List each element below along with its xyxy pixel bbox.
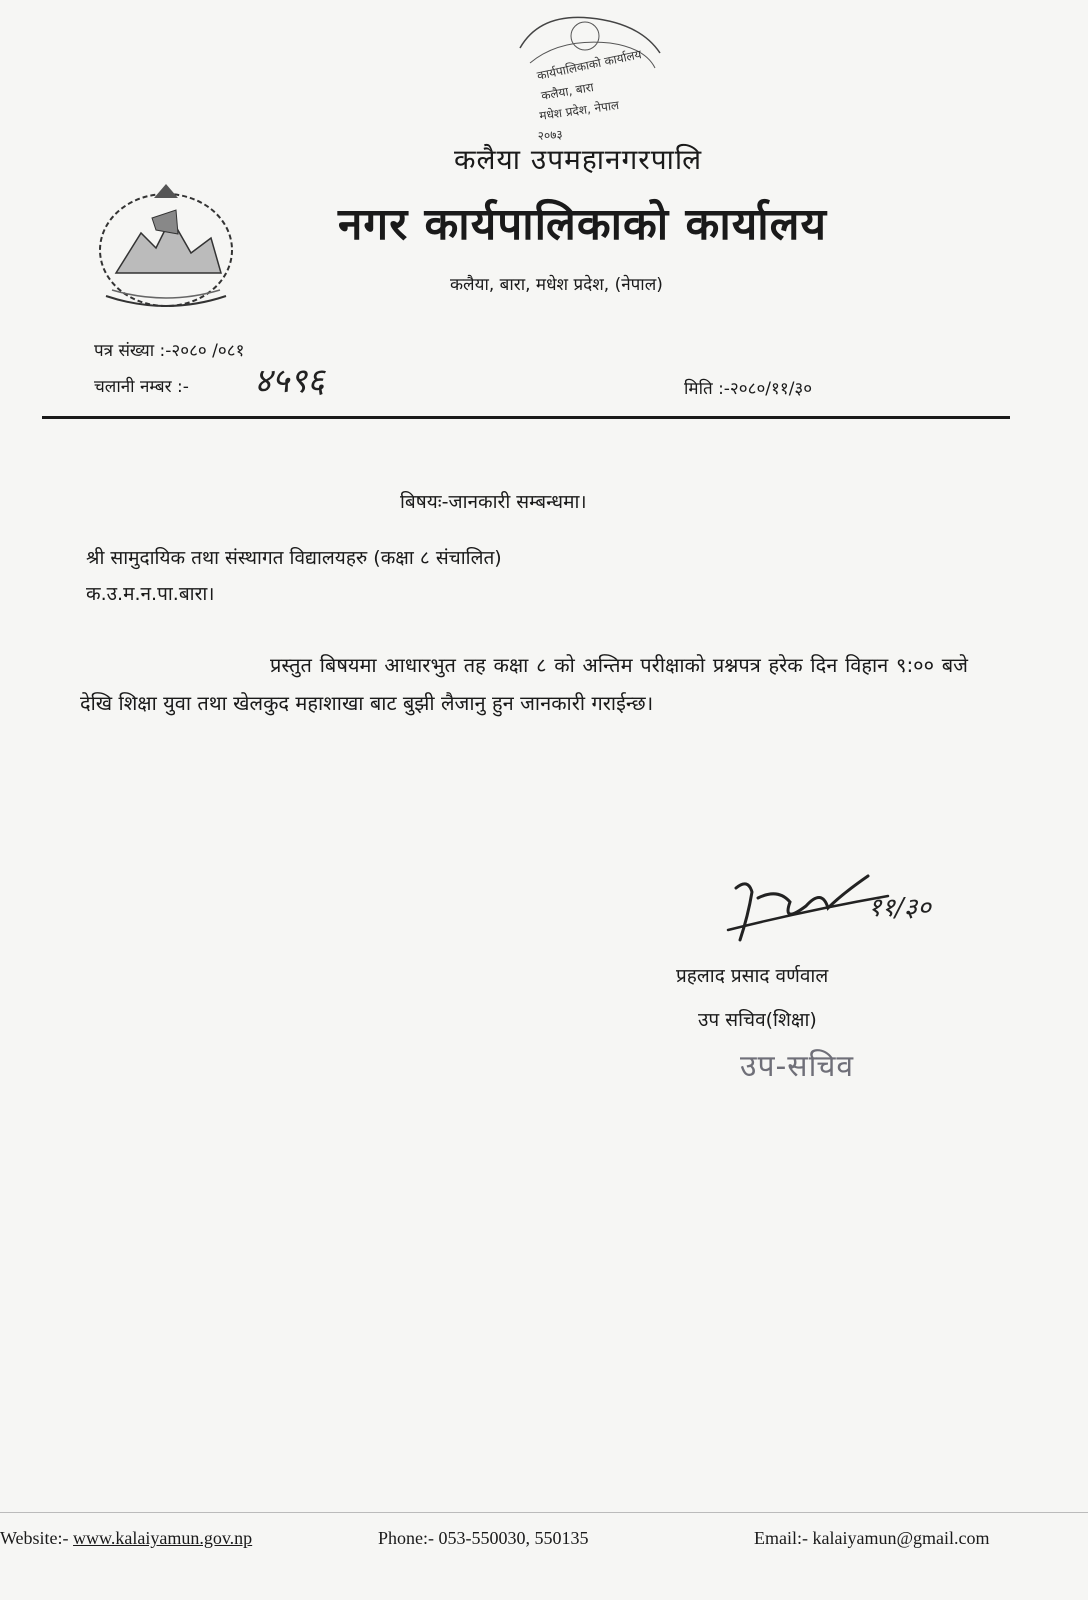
footer-email: Email:- kalaiyamun@gmail.com (754, 1528, 990, 1548)
addressee-line-2: क.उ.म.न.पा.बारा। (86, 583, 215, 605)
letter-subject: बिषयः-जानकारी सम्बन्धमा। (400, 491, 587, 513)
official-seal-stamp (500, 8, 670, 148)
letter-date: मिति :-२०८०/११/३० (684, 379, 813, 399)
signer-designation: उप सचिव(शिक्षा) (698, 1009, 817, 1031)
dispatch-number-label: चलानी नम्बर :- (94, 377, 189, 397)
municipality-name: कलैया उपमहानगरपालि (454, 143, 703, 176)
addressee-line-1: श्री सामुदायिक तथा संस्थागत विद्यालयहरु (कक्षा ८ संचालित) (86, 547, 502, 569)
office-title: नगर कार्यपालिकाको कार्यालय (338, 199, 827, 250)
svg-text:कार्यपालिकाको कार्यालय: कार्यपालिकाको कार्यालय (535, 47, 643, 83)
svg-text:२०७३: २०७३ (537, 127, 564, 143)
svg-text:कलैया, बारा: कलैया, बारा (540, 79, 595, 103)
footer-phone: Phone:- 053-550030, 550135 (378, 1528, 589, 1548)
signature-date: ११/३० (868, 893, 931, 923)
website-link[interactable]: www.kalaiyamun.gov.np (73, 1528, 253, 1548)
footer-divider (0, 1512, 1088, 1513)
svg-text:मधेश प्रदेश, नेपाल: मधेश प्रदेश, नेपाल (538, 97, 620, 123)
letter-reference-number: पत्र संख्या :-२०८० /०८१ (94, 341, 245, 361)
handwritten-signature (718, 858, 958, 950)
designation-stamp: उप-सचिव (740, 1049, 855, 1084)
website-label: Website:- (0, 1528, 74, 1548)
letter-body: प्रस्तुत बिषयमा आधारभुत तह कक्षा ८ को अन्तिम परीक्षाको प्रश्नपत्र हरेक दिन विहान ९:०० बजे देखि शिक्षा युवा तथा खेलकुद महाशाखा बाट बुझी लैजानु हुन जानकारी गराईन्छ। (80, 653, 968, 715)
header-divider (42, 416, 1010, 419)
signer-name: प्रहलाद प्रसाद वर्णवाल (676, 965, 829, 987)
footer-website (0, 1528, 252, 1549)
dispatch-number-value: ४५९६ (254, 361, 325, 401)
nepal-emblem-icon (86, 178, 246, 318)
office-address: कलैया, बारा, मधेश प्रदेश, (नेपाल) (450, 275, 663, 295)
